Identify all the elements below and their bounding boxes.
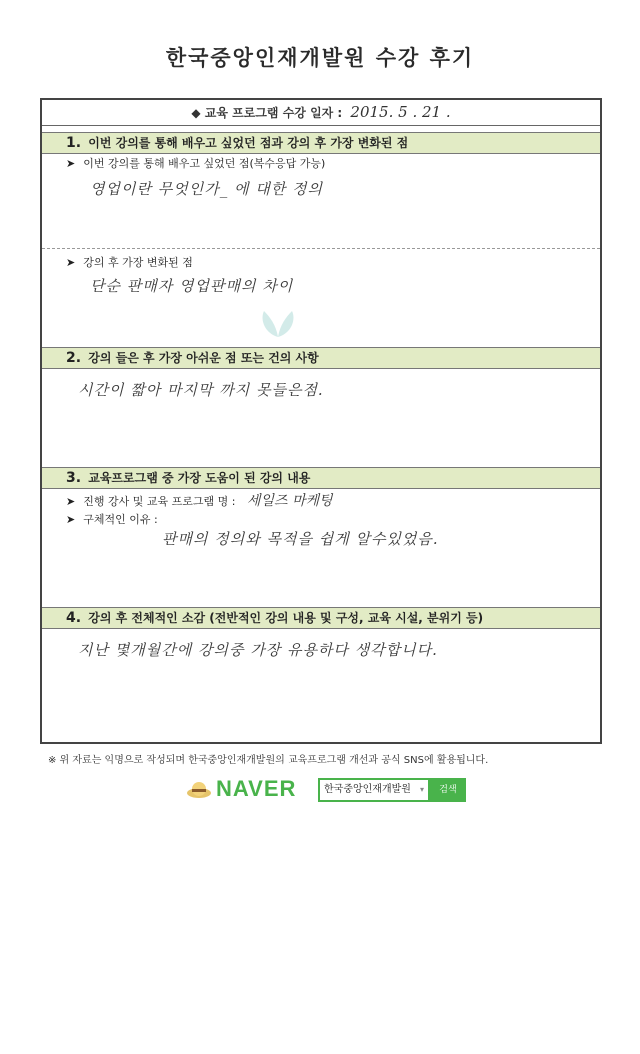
section-3-header bbox=[42, 467, 600, 489]
section-4-title: 강의 후 전체적인 소감 (전반적인 강의 내용 및 구성, 교육 시설, 분위기 등) bbox=[88, 611, 484, 625]
date-value: 2015. 5 . 21 . bbox=[350, 103, 451, 121]
date-row bbox=[42, 100, 600, 126]
section-3-number: 3. bbox=[66, 470, 82, 486]
section-3-question-1: ➤ 진행 강사 및 교육 프로그램 명 : 세일즈 마케팅 bbox=[66, 493, 333, 509]
section-1-answer-2: 단순 판매자 영업판매의 차이 bbox=[90, 277, 294, 295]
naver-logo bbox=[186, 776, 296, 804]
arrow-icon: ➤ bbox=[66, 513, 76, 526]
search-input[interactable]: 한국중앙인재개발원 ▾ bbox=[318, 778, 430, 802]
review-form bbox=[40, 98, 602, 744]
section-4-number: 4. bbox=[66, 610, 82, 626]
section-1-header bbox=[42, 132, 600, 154]
naver-hat-icon bbox=[186, 779, 212, 799]
section-3-answer-2: 판매의 정의와 목적을 쉽게 알수있었음. bbox=[162, 530, 439, 548]
arrow-icon: ➤ bbox=[66, 495, 76, 508]
section-2-header bbox=[42, 347, 600, 369]
leaf-watermark-icon bbox=[258, 305, 298, 339]
section-3-body bbox=[42, 489, 600, 607]
section-2-body bbox=[42, 369, 600, 467]
section-2-title: 강의 들은 후 가장 아쉬운 점 또는 건의 사항 bbox=[88, 351, 319, 365]
chevron-down-icon: ▾ bbox=[419, 785, 424, 794]
section-1-answer-1: 영업이란 무엇인가_ 에 대한 정의 bbox=[90, 180, 323, 198]
section-4-body bbox=[42, 629, 600, 729]
page-title: 한국중앙인재개발원 수강 후기 bbox=[165, 46, 475, 70]
arrow-icon: ➤ bbox=[66, 157, 76, 170]
section-3-title: 교육프로그램 중 가장 도움이 된 강의 내용 bbox=[88, 471, 311, 485]
date-label: ◆ 교육 프로그램 수강 일자 : bbox=[191, 106, 343, 120]
section-2-answer: 시간이 짧아 마지막 까지 못들은점. bbox=[78, 381, 324, 399]
search-button[interactable]: 검색 bbox=[430, 778, 466, 802]
section-4-answer: 지난 몇개월간에 강의중 가장 유용하다 생각합니다. bbox=[78, 641, 438, 659]
section-3-answer-1: 세일즈 마케팅 bbox=[246, 493, 333, 509]
section-1-part-2 bbox=[42, 249, 600, 347]
section-1-title: 이번 강의를 통해 배우고 싶었던 점과 강의 후 가장 변화된 점 bbox=[88, 136, 409, 150]
section-1-question-1: ➤ 이번 강의를 통해 배우고 싶었던 점(복수응답 가능) bbox=[66, 157, 326, 170]
section-1-part-1 bbox=[42, 154, 600, 249]
section-1-question-2: ➤ 강의 후 가장 변화된 점 bbox=[66, 256, 193, 269]
section-2-number: 2. bbox=[66, 350, 82, 366]
naver-search-banner bbox=[186, 776, 486, 804]
section-3-question-2: ➤ 구체적인 이유 : bbox=[66, 513, 158, 526]
footnote: ※ 위 자료는 익명으로 작성되며 한국중앙인재개발원의 교육프로그램 개선과 공식 SNS에 활용됩니다. bbox=[48, 755, 489, 766]
naver-logo-text: NAVER bbox=[216, 776, 297, 801]
section-4-header bbox=[42, 607, 600, 629]
arrow-icon: ➤ bbox=[66, 256, 76, 269]
section-1-number: 1. bbox=[66, 135, 82, 151]
